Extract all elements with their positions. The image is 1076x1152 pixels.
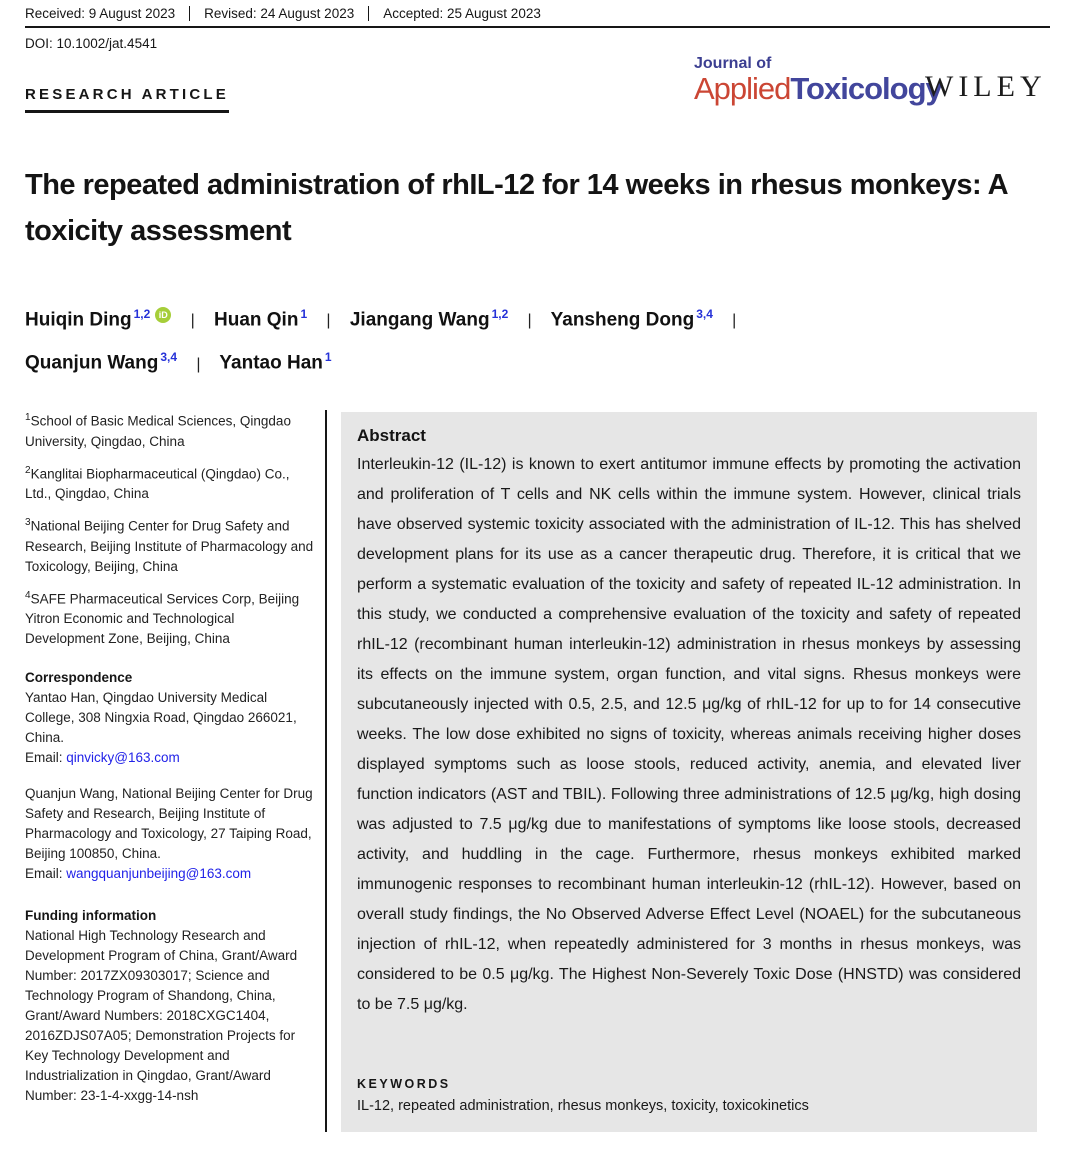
funding-text: National High Technology Research and Development Program of China, Grant/Award Number: 2017ZX09303017; Science and Technology Program of Shandong, China, Grant/Award Numbers: 2018CXGC1404, 2016ZDJS07A05; Demonstration Projects for Key Technology Development and Industrialization in Qingdao, Grant/Award Number: 23-1-4-xxgg-14-nsh xyxy=(25,928,298,1103)
affiliation-item xyxy=(25,408,315,452)
article-history-bar xyxy=(25,6,1050,28)
author-separator: | xyxy=(190,312,195,330)
accepted-date: Accepted: 25 August 2023 xyxy=(368,6,541,21)
email-link[interactable]: wangquanjunbeijing@163.com xyxy=(66,866,252,881)
column-divider xyxy=(325,410,327,1132)
author-separator: | xyxy=(196,355,201,373)
correspondence-section xyxy=(25,668,315,884)
article-type-label: RESEARCH ARTICLE xyxy=(25,86,229,113)
email-link[interactable]: qinvicky@163.com xyxy=(66,750,180,765)
author-separator: | xyxy=(527,312,532,330)
author-affiliation-sup: 1 xyxy=(300,307,308,321)
affiliation-text: School of Basic Medical Sciences, Qingdao University, Qingdao, China xyxy=(25,413,291,449)
page-title: The repeated administration of rhIL-12 for 14 weeks in rhesus monkeys: A toxicity assessment xyxy=(25,169,1007,247)
journal-logo-toxicology: Toxicology xyxy=(790,71,942,106)
abstract-text: Interleukin-12 (IL-12) is known to exert antitumor immune effects by promoting the activation and proliferation of T cells and NK cells within the immune system. However, clinical trials have observed systemic toxicity associated with the administration of IL-12. This has shelved development plans for its use as a cancer therapeutic drug. Therefore, it is critical that we perform a systematic evaluation of the toxicity and safety of repeated IL-12 administration. In this study, we conducted a comprehensive evaluation of the toxicity and safety of repeated rhIL-12 (recombinant human interleukin-12) administration in rhesus monkeys by assessing its effects on the immune system, organ function, and vital signs. Rhesus monkeys were subcutaneously injected with 0.5, 2.5, and 12.5 μg/kg of rhIL-12 for up to for 14 consecutive weeks. The low dose exhibited no signs of toxicity, whereas animals receiving higher doses displayed symptoms such as loose stools, reduced activity, anemia, and elevated liver function indicators (AST and TBIL). Following three administrations of 12.5 μg/kg, high dosing was adjusted to 7.5 μg/kg due to manifestations of symptoms like loose stools, decreased activity, and huddling in the cage. Furthermore, rhesus monkeys exhibited marked immunogenic responses to recombinant human interleukin-12 (rhIL-12). However, based on overall study findings, the No Observed Adverse Effect Level (NOAEL) for the subcutaneous injection of rhIL-12, when repeatedly administered for 3 months in rhesus monkeys, was considered to be 0.5 μg/kg. The Highest Non-Severely Toxic Dose (HNSTD) was considered to be 7.5 μg/kg. xyxy=(357,456,1021,1013)
abstract-panel xyxy=(341,412,1037,1132)
affiliation-sup: 3 xyxy=(25,517,31,528)
affiliation-item xyxy=(25,461,315,505)
author-name: Quanjun Wang xyxy=(25,352,159,374)
correspondence-text: Yantao Han, Qingdao University Medical College, 308 Ningxia Road, Qingdao 266021, China. xyxy=(25,690,297,745)
author-name: Huan Qin xyxy=(214,309,299,331)
received-date: Received: 9 August 2023 xyxy=(25,6,176,21)
affiliation-text: Kanglitai Biopharmaceutical (Qingdao) Co., Ltd., Qingdao, China xyxy=(25,466,290,501)
affiliation-text: SAFE Pharmaceutical Services Corp, Beijing Yitron Economic and Technological Development Zone, Beijing, China xyxy=(25,591,300,646)
funding-heading: Funding information xyxy=(25,908,157,923)
affiliation-sup: 1 xyxy=(25,412,31,423)
funding-section xyxy=(25,906,315,1106)
author-list xyxy=(25,296,1025,383)
correspondence-text: Quanjun Wang, National Beijing Center for Drug Safety and Research, Beijing Institute of Pharmacology and Toxicology, 27 Taiping Road, Beijing 100850, China. xyxy=(25,786,313,861)
affiliation-sup: 2 xyxy=(25,464,31,476)
author-separator: | xyxy=(326,312,331,330)
author-affiliation-sup: 3,4 xyxy=(696,307,713,321)
author-affiliation-sup: 1 xyxy=(324,350,332,365)
correspondence-entry xyxy=(25,784,315,884)
correspondence-entry xyxy=(25,688,315,768)
abstract-heading: Abstract xyxy=(357,426,426,445)
affiliation-item xyxy=(25,586,315,650)
author-name: Yansheng Dong xyxy=(550,309,695,331)
author-row xyxy=(25,296,1025,339)
keywords-heading: KEYWORDS xyxy=(357,1077,451,1091)
orcid-icon[interactable]: iD xyxy=(155,307,171,323)
author-affiliation-sup: 1,2 xyxy=(491,307,509,321)
journal-logo-applied: Applied xyxy=(694,71,791,106)
author-name: Huiqin Ding xyxy=(25,309,132,331)
keywords-section xyxy=(357,1077,1021,1114)
affiliations xyxy=(25,408,315,649)
wiley-logo: WILEY xyxy=(925,70,1047,103)
author-name: Jiangang Wang xyxy=(349,309,490,331)
correspondence-heading: Correspondence xyxy=(25,670,133,685)
journal-logo-line1: Journal of xyxy=(694,55,772,72)
author-affiliation-sup: 3,4 xyxy=(160,350,178,365)
author-name: Yantao Han xyxy=(219,352,323,374)
affiliation-text: National Beijing Center for Drug Safety and Research, Beijing Institute of Pharmacology and Toxicology, Beijing, China xyxy=(25,518,314,574)
article-sidebar xyxy=(25,408,315,1106)
doi[interactable]: DOI: 10.1002/jat.4541 xyxy=(25,36,158,51)
journal-logo xyxy=(694,56,942,104)
author-row xyxy=(25,339,1025,382)
affiliation-sup: 4 xyxy=(25,589,31,601)
keywords-text: IL-12, repeated administration, rhesus monkeys, toxicity, toxicokinetics xyxy=(357,1098,809,1114)
author-separator: | xyxy=(732,312,737,330)
author-affiliation-sup: 1,2 xyxy=(133,307,151,321)
email-label: Email: xyxy=(25,750,67,765)
email-label: Email: xyxy=(25,866,67,881)
revised-date: Revised: 24 August 2023 xyxy=(189,6,354,21)
affiliation-item xyxy=(25,513,315,577)
